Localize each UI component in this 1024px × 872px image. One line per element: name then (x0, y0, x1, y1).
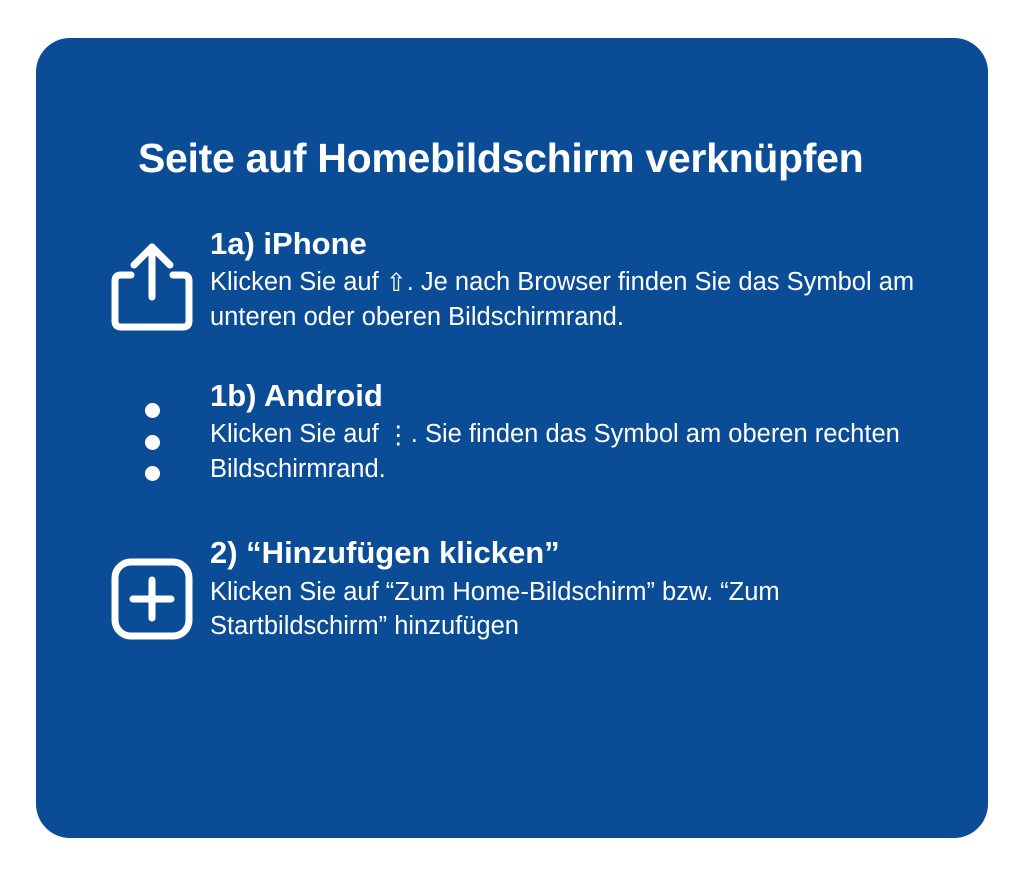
kebab-menu-icon (100, 377, 204, 481)
kebab-dot-3 (145, 466, 160, 481)
step-android-text (210, 418, 924, 486)
install-instructions-card (36, 38, 988, 838)
plus-square-icon (100, 534, 204, 642)
step-add-to-home (100, 534, 924, 643)
step-android-text-after: . Sie finden das Symbol am oberen rechten Bildschirmrand. (210, 420, 900, 483)
step-android-body (204, 377, 924, 486)
step-iphone-heading: 1a) iPhone (210, 226, 367, 262)
kebab-dot-2 (145, 435, 160, 450)
step-iphone-text-after: . Je nach Browser finden Sie das Symbol am unteren oder oberen Bildschirmrand. (210, 268, 915, 331)
step-add-to-home-heading: 2) “Hinzufügen klicken” (210, 535, 560, 571)
step-add-to-home-text: Klicken Sie auf “Zum Home-Bildschirm” bzw. “Zum Startbildschirm” hinzufügen (210, 577, 780, 640)
share-ios-icon (100, 225, 204, 335)
step-add-to-home-body (204, 534, 924, 643)
step-iphone-text-before: Klicken Sie auf (210, 268, 379, 297)
kebab-inline-icon: ⋮ (385, 421, 411, 450)
steps-list (100, 225, 924, 643)
step-android (100, 377, 924, 486)
page-title: Seite auf Homebildschirm verknüpfen (138, 135, 864, 181)
step-android-text-before: Klicken Sie auf (210, 420, 379, 449)
step-android-heading: 1b) Android (210, 378, 383, 414)
kebab-dots (145, 395, 160, 481)
step-iphone-body (204, 225, 924, 334)
share-inline-icon: ⇧ (385, 269, 407, 298)
step-iphone (100, 225, 924, 335)
step-iphone-text (210, 266, 924, 334)
kebab-dot-1 (145, 403, 160, 418)
